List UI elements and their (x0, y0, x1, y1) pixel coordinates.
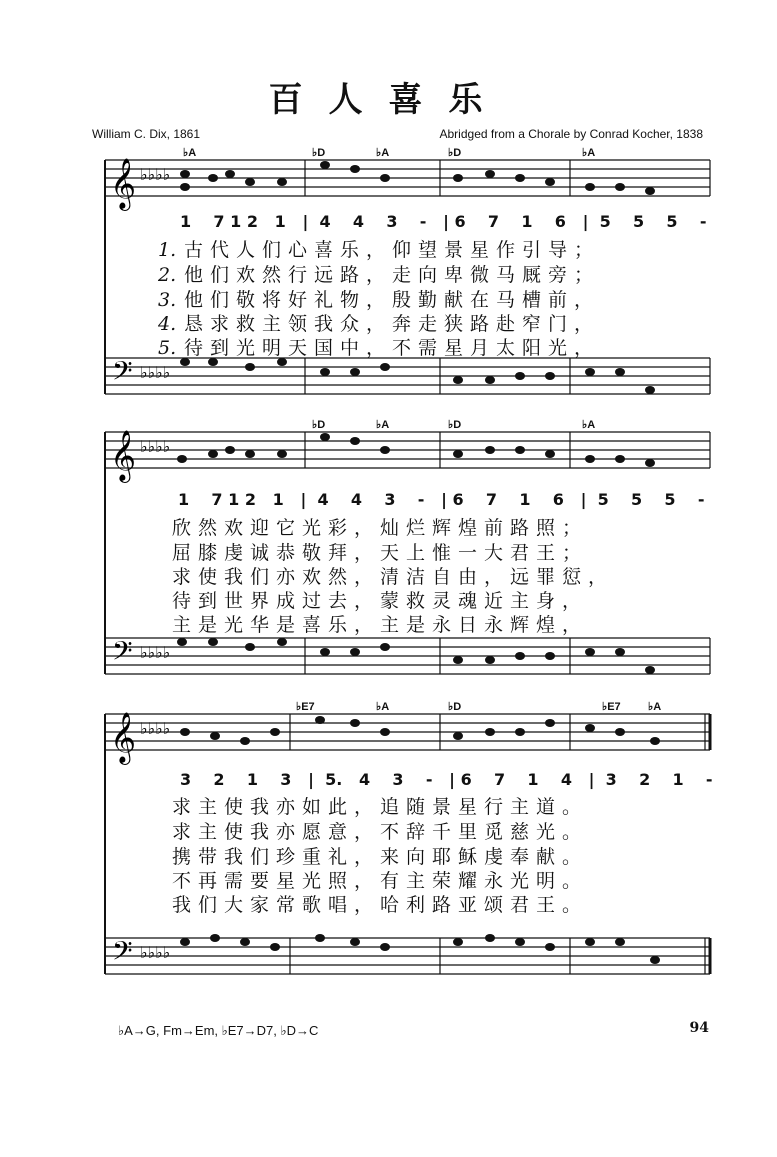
chord-label: ♭A (376, 147, 390, 159)
lyric-verse-5: 主是光华是喜乐，主是永日永辉煌， (172, 614, 589, 636)
chord-label: ♭D (448, 419, 462, 431)
svg-text:♭♭♭♭: ♭♭♭♭ (140, 643, 171, 662)
bass-clef-icon: 𝄢 (112, 355, 133, 393)
jianpu-line: 1 7 1 2 1 | 4 4 3 - | 6 7 1 6 | 5 5 5 - (178, 490, 705, 509)
lyric-verse-1: 欣然欢迎它光彩，灿烂辉煌前路照； (172, 517, 589, 539)
svg-text:♭♭♭♭: ♭♭♭♭ (140, 437, 171, 456)
svg-text:♭♭♭♭: ♭♭♭♭ (140, 943, 171, 962)
lyric-verse-4: 4. 恳求救主领我众，奔走狭路赴窄门， (158, 313, 601, 335)
treble-clef-icon: 𝄞 (110, 712, 137, 763)
svg-text:♭♭♭♭: ♭♭♭♭ (140, 165, 171, 184)
lyric-verse-1: 1. 古代人们心喜乐，仰望景星作引导； (158, 239, 601, 261)
chord-label: ♭D (312, 419, 326, 431)
page-title: 百人喜乐 (268, 80, 509, 120)
chord-label: ♭A (648, 701, 662, 713)
chord-label: ♭A (582, 147, 596, 159)
bass-clef-icon: 𝄢 (112, 935, 133, 973)
treble-clef-icon: 𝄞 (110, 158, 137, 209)
lyric-verse-1: 求主使我亦如此，追随景星行主道。 (172, 796, 589, 818)
lyric-verse-2: 2. 他们欢然行远路，走向卑微马厩旁； (158, 264, 601, 286)
treble-clef-icon: 𝄞 (110, 430, 137, 481)
chord-label: ♭A (376, 419, 390, 431)
chord-label: ♭D (312, 147, 326, 159)
jianpu-line: 1 7 1 2 1 | 4 4 3 - | 6 7 1 6 | 5 5 5 - (180, 212, 707, 231)
chord-label: ♭E7 (296, 701, 315, 713)
lyric-verse-3: 3. 他们敬将好礼物，殷勤献在马槽前， (158, 289, 601, 311)
transposition-note: ♭A→G, Fm→Em, ♭E7→D7, ♭D→C (118, 1023, 319, 1038)
chord-label: ♭E7 (602, 701, 621, 713)
chord-label: ♭A (376, 701, 390, 713)
chord-label: ♭A (183, 147, 197, 159)
lyric-verse-3: 携带我们珍重礼，来向耶稣虔奉献。 (172, 846, 589, 868)
lyric-verse-3: 求使我们亦欢然，清洁自由，远罪愆， (172, 566, 615, 588)
lyricist-credit: William C. Dix, 1861 (92, 127, 201, 141)
composer-credit: Abridged from a Chorale by Conrad Kocher, 1838 (439, 127, 703, 141)
svg-text:♭♭♭♭: ♭♭♭♭ (140, 363, 171, 382)
bass-clef-icon: 𝄢 (112, 635, 133, 673)
lyric-verse-4: 待到世界成过去，蒙救灵魂近主身， (172, 590, 589, 612)
page-number: 94 (689, 1020, 709, 1036)
chord-label: ♭D (448, 147, 462, 159)
jianpu-line: 3 2 1 3 | 5. 4 3 - | 6 7 1 4 | 3 2 1 - (180, 770, 713, 789)
chord-label: ♭D (448, 701, 462, 713)
lyric-verse-2: 求主使我亦愿意，不辞千里觅慈光。 (172, 821, 589, 843)
svg-text:♭♭♭♭: ♭♭♭♭ (140, 719, 171, 738)
lyric-verse-4: 不再需要星光照，有主荣耀永光明。 (172, 870, 589, 892)
chord-label: ♭A (582, 419, 596, 431)
lyric-verse-2: 屈膝虔诚恭敬拜，天上惟一大君王； (172, 542, 589, 564)
lyric-verse-5: 5. 待到光明天国中，不需星月太阳光， (158, 337, 601, 359)
lyric-verse-5: 我们大家常歌唱，哈利路亚颂君王。 (172, 894, 589, 916)
